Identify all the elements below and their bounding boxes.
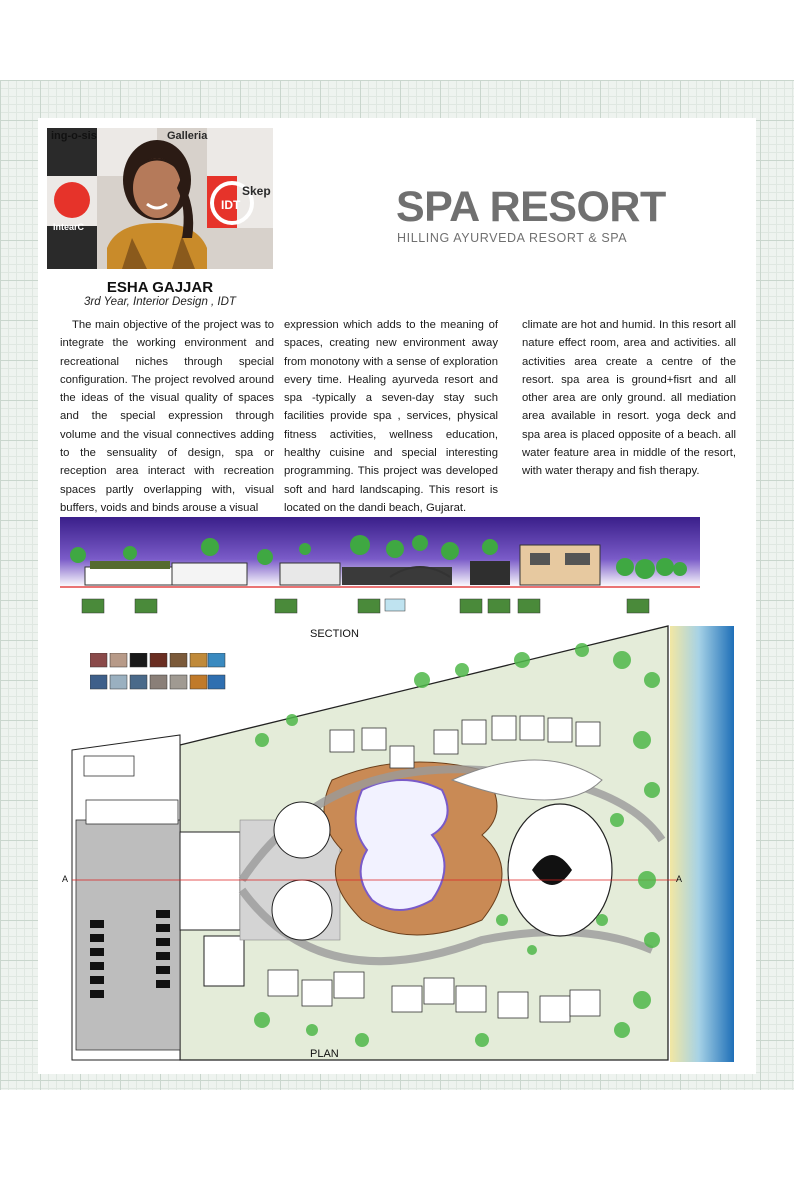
section-drawing [60, 517, 700, 617]
body-column-3 [522, 316, 736, 481]
body-column-1 [60, 316, 274, 517]
section-marker-right: A [676, 874, 683, 884]
site-plan-drawing [62, 620, 734, 1065]
body-column-2 [284, 316, 498, 517]
author-photo [47, 128, 273, 269]
beach-and-sea [670, 626, 734, 1062]
plan-caption: PLAN [310, 1048, 339, 1060]
backdrop-text: Skep [242, 184, 271, 198]
backdrop-text: IDT [221, 198, 241, 212]
backdrop-text: Galleria [167, 130, 208, 142]
section-caption: SECTION [310, 628, 359, 640]
body-paragraph: expression which adds to the meaning of spaces, creating new environment away from monotony with a sense of exploration every time. Healing ayurveda resort and spa -typically a seven-day stay such facilities provide spa , services, physical fitness activities, wellness education, healthy cuisine and special interesting programming. This project was developed soft and hard landscaping. This resort is located on the dandi beach, Gujarat. [284, 319, 498, 514]
author-role: 3rd Year, Interior Design , IDT [84, 296, 236, 308]
section-marker-left: A [62, 874, 69, 884]
author-name: ESHA GAJJAR [106, 279, 214, 296]
backdrop-text: IntearC [53, 222, 85, 232]
page-title: SPA RESORT [396, 183, 666, 231]
water-feature [356, 780, 448, 910]
body-paragraph: climate are hot and humid. In this resort all nature effect room, area and activities. all activities area create a centre of the resort. spa area is ground+fisrt and all other area are only ground. all mediation area available in resort. yoga deck and spa area is placed opposite of a beach. all water feature area in middle of the resort, with water therapy and fish therapy. [522, 319, 736, 478]
page-subtitle: HILLING AYURVEDA RESORT & SPA [397, 231, 628, 245]
body-paragraph: The main objective of the project was to integrate the working environment and recreational niches through special configuration. The project revolved around the ideas of the visual quality of spaces and the special expression through volume and the visual connectives adding to the sensuality of design, spa or reception area interact with recreation spaces partly overlapping with, visual buffers, voids and binds arouse a visual [60, 319, 274, 514]
backdrop-text: ing-o-sis [51, 130, 97, 142]
